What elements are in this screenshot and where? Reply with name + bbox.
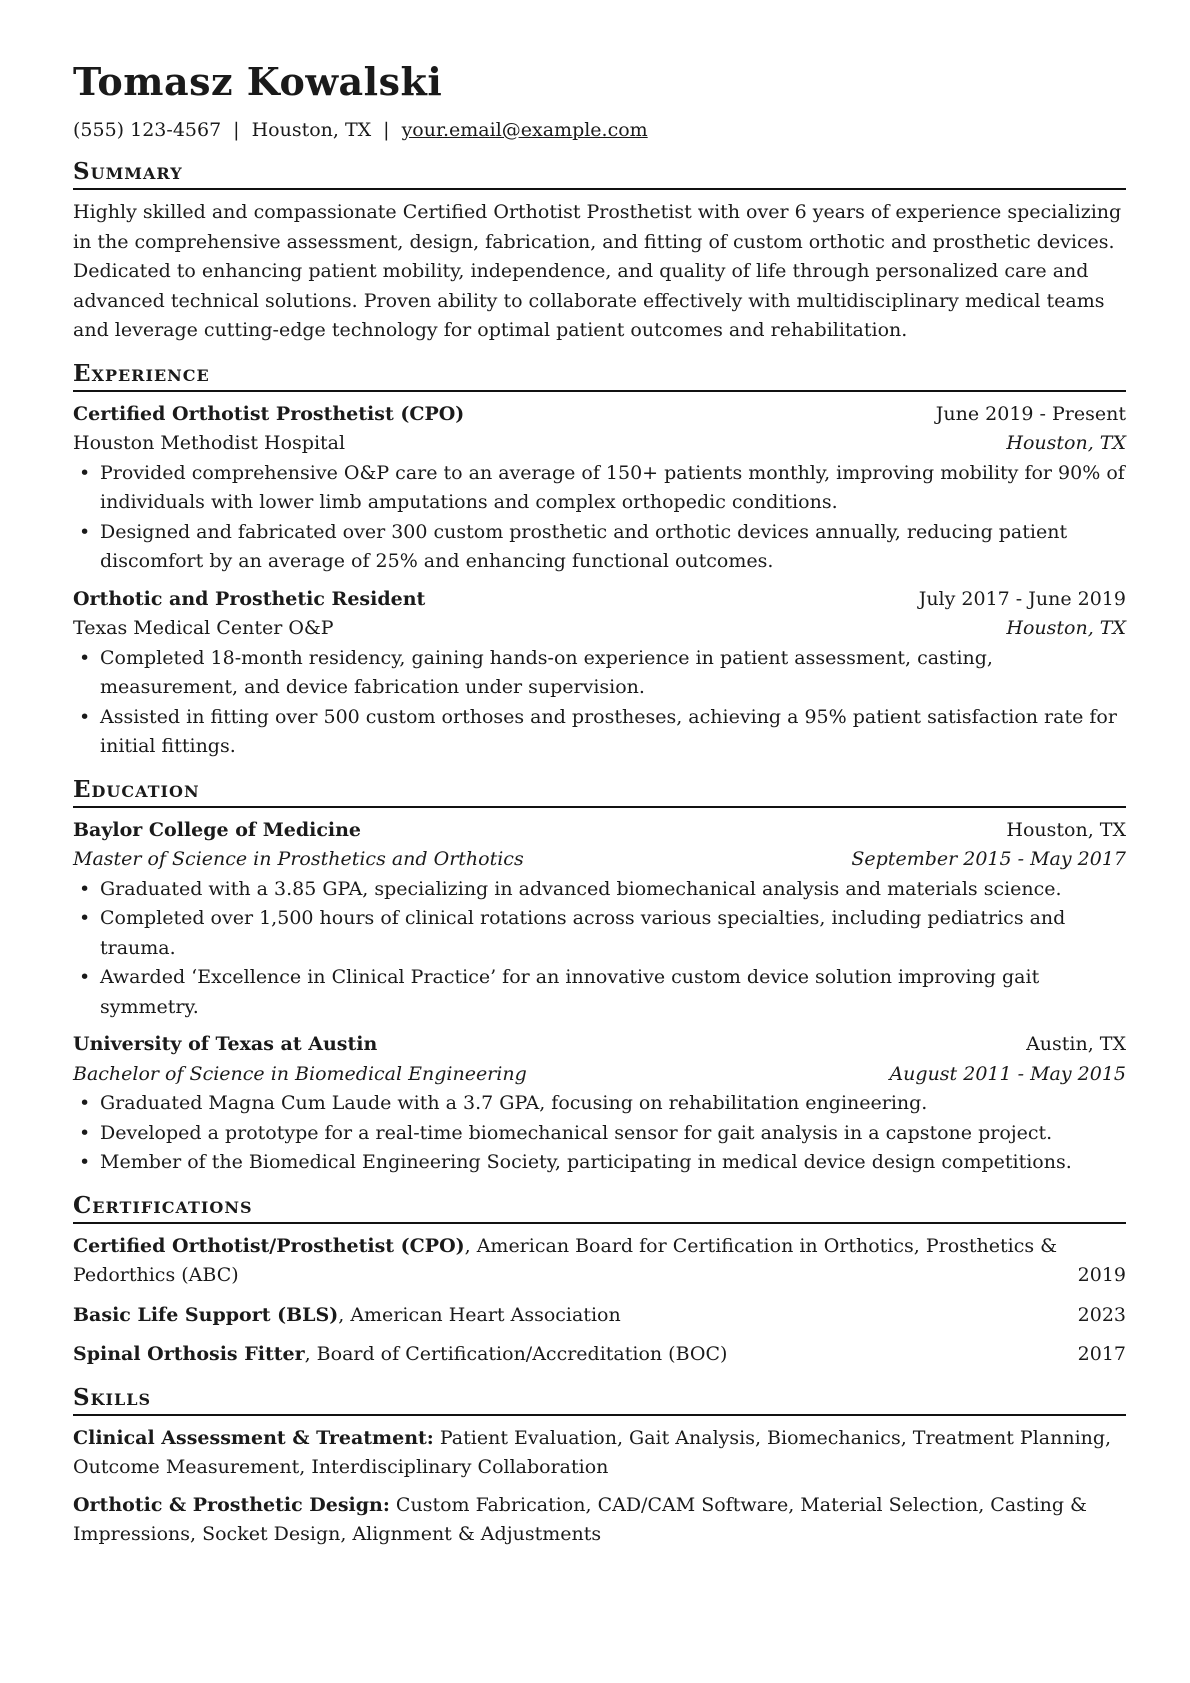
school-name: Baylor College of Medicine	[73, 818, 362, 841]
phone-number: (555) 123-4567	[73, 119, 222, 141]
certification-item	[73, 1340, 1126, 1370]
skill-group-list: Custom Fabrication, CAD/CAM Software, Material Selection, Casting & Impressions, Socket Design, Alignment & Adjustments	[73, 1493, 1087, 1545]
section-heading-experience: Experience	[73, 360, 1126, 392]
skill-group	[73, 1424, 1126, 1483]
section-heading-summary: Summary	[73, 158, 1126, 190]
bullet-item: • Assisted in fitting over 500 custom orthoses and prostheses, achieving a 95% patient satisfaction rate for initial fittings.	[73, 703, 1126, 762]
bullet-item: • Completed 18-month residency, gaining hands-on experience in patient assessment, casting, measurement, and device fabrication under supervision.	[73, 644, 1126, 703]
job-location: Houston, TX	[1006, 432, 1126, 454]
certification-year: 2023	[1077, 1303, 1126, 1326]
bullet-item: • Provided comprehensive O&P care to an average of 150+ patients monthly, improving mobility for 90% of individuals with lower limb amputations and complex orthopedic conditions.	[73, 459, 1126, 518]
certification-name: Spinal Orthosis Fitter	[73, 1343, 305, 1365]
job-location: Houston, TX	[1006, 617, 1126, 639]
certification-year: 2019	[1077, 1264, 1126, 1286]
summary-text: Highly skilled and compassionate Certified Orthotist Prosthetist with over 6 years of experience specializing in the comprehensive assessment, design, fabrication, and fitting of custom orthotic and prosthetic devices. Dedicated to enhancing patient mobility, independence, and quality of life through personalized care and advanced technical solutions. Proven ability to collaborate effectively with multidisciplinary medical teams and leverage cutting-edge technology for optimal patient outcomes and rehabilitation.	[73, 201, 1122, 341]
certification-year: 2017	[1077, 1343, 1126, 1365]
resume-page	[73, 58, 1126, 1558]
certification-issuer: , American Board for Certification in Orthotics, Prosthetics & Pedorthics (ABC)	[73, 1234, 1058, 1286]
certification-name: Basic Life Support (BLS)	[73, 1303, 339, 1326]
certification-item	[73, 1232, 1126, 1291]
bullet-item: • Completed over 1,500 hours of clinical rotations across various specialties, including pediatrics and trauma.	[73, 904, 1126, 963]
degree-name: Bachelor of Science in Biomedical Engineering	[73, 1062, 527, 1085]
email-link[interactable]: your.email@example.com	[401, 119, 648, 141]
education-dates: August 2011 - May 2015	[889, 1062, 1126, 1085]
education-bullets	[73, 1089, 1126, 1178]
skills-section	[73, 1384, 1126, 1550]
skill-group	[73, 1491, 1126, 1550]
education-entry	[73, 816, 1126, 1023]
bullet-item: • Developed a prototype for a real-time biomechanical sensor for gait analysis in a capstone project.	[73, 1119, 1126, 1149]
skill-group-label: Clinical Assessment & Treatment:	[73, 1426, 434, 1449]
candidate-name: Tomasz Kowalski	[73, 59, 443, 104]
certification-item	[73, 1301, 1126, 1331]
certification-name: Certified Orthotist/Prosthetist (CPO)	[73, 1234, 465, 1257]
certifications-section	[73, 1192, 1126, 1370]
school-location: Houston, TX	[1006, 818, 1126, 841]
experience-section	[73, 360, 1126, 762]
section-heading-certifications: Certifications	[73, 1192, 1126, 1224]
job-dates: June 2019 - Present	[935, 402, 1126, 425]
school-location: Austin, TX	[1026, 1033, 1126, 1055]
job-title: Certified Orthotist Prosthetist (CPO)	[73, 402, 465, 425]
certification-issuer: , American Heart Association	[338, 1303, 621, 1326]
bullet-item: • Member of the Biomedical Engineering Society, participating in medical device design competitions.	[73, 1148, 1126, 1178]
section-heading-skills: Skills	[73, 1384, 1126, 1416]
job-title: Orthotic and Prosthetic Resident	[73, 587, 426, 610]
skill-group-label: Orthotic & Prosthetic Design:	[73, 1493, 390, 1516]
job-dates: July 2017 - June 2019	[918, 587, 1126, 610]
job-bullets	[73, 459, 1126, 577]
job-bullets	[73, 644, 1126, 762]
contact-line	[73, 116, 1126, 144]
bullet-item: • Graduated Magna Cum Laude with a 3.7 GPA, focusing on rehabilitation engineering.	[73, 1089, 1126, 1119]
education-section	[73, 776, 1126, 1178]
education-bullets	[73, 875, 1126, 1023]
summary-section	[73, 158, 1126, 346]
job-entry	[73, 400, 1126, 577]
job-organization: Houston Methodist Hospital	[73, 432, 346, 454]
skill-group-list: Patient Evaluation, Gait Analysis, Biomechanics, Treatment Planning, Outcome Measurement, Interdisciplinary Collaboration	[73, 1426, 1112, 1478]
degree-name: Master of Science in Prosthetics and Orthotics	[73, 848, 524, 870]
job-organization: Texas Medical Center O&P	[73, 617, 334, 639]
bullet-item: • Graduated with a 3.85 GPA, specializing in advanced biomechanical analysis and materials science.	[73, 875, 1126, 905]
bullet-item: • Designed and fabricated over 300 custom prosthetic and orthotic devices annually, reducing patient discomfort by an average of 25% and enhancing functional outcomes.	[73, 518, 1126, 577]
bullet-item: • Awarded ‘Excellence in Clinical Practice’ for an innovative custom device solution improving gait symmetry.	[73, 963, 1126, 1022]
separator: |	[383, 119, 390, 141]
school-name: University of Texas at Austin	[73, 1033, 378, 1055]
education-entry	[73, 1030, 1126, 1178]
job-entry	[73, 585, 1126, 762]
education-dates: September 2015 - May 2017	[851, 848, 1126, 870]
location: Houston, TX	[251, 119, 372, 141]
certification-issuer: , Board of Certification/Accreditation (BOC)	[304, 1343, 728, 1365]
separator: |	[233, 119, 240, 141]
section-heading-education: Education	[73, 776, 1126, 808]
